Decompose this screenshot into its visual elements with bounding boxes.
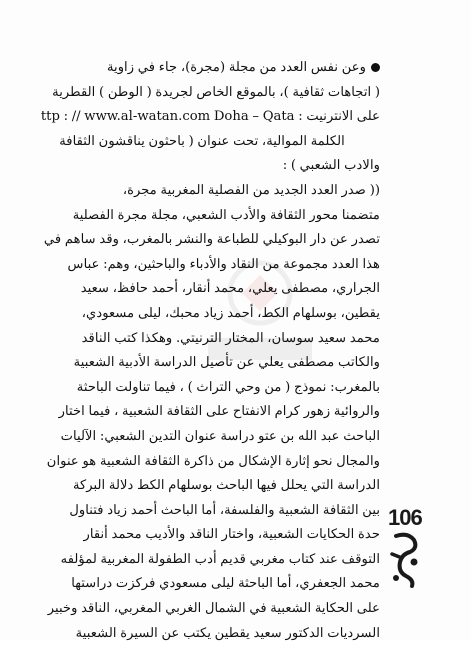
article-line: على الحكاية الشعبية في الشمال الغربي المغربي، الناقد وخبير — [47, 601, 380, 617]
article-line: حدة الحكايات الشعبية، واختار الناقد والأديب محمد أنقار — [83, 527, 380, 543]
article-line: الباحث عبد الله بن عتو دراسة عنوان التدين الشعبي: الآليات — [60, 428, 380, 444]
article-line: ( اتجاهات ثقافية )، بالموقع الخاص لجريدة ( الوطن ) القطرية — [52, 84, 380, 100]
article-line: محمد سعيد سوسان، المختار الترنيتي. وهكذا كتب الناقد — [81, 330, 380, 346]
page-number: 106 — [388, 505, 422, 530]
article-line: التوقف عند كتاب مغربي قديم أدب الطفولة المغربية لمؤلفه — [60, 551, 380, 567]
article-line: بين الثقافة الشعبية والفلسفة، أما الباحث أحمد زياد فتناول — [69, 502, 380, 518]
article-line: تصدر عن دار البوكيلي للطباعة والنشر بالمغرب، وقد ساهم في — [43, 232, 380, 248]
article-line: متضمنا محور الثقافة والأدب الشعبي، مجلة مجرة الفصلية — [72, 207, 380, 223]
article-line: والمجال نحو إثارة الإشكال من ذاكرة الثقافة الشعبية هو عنوان — [46, 453, 380, 469]
article-line: محمد الجعفري، أما الباحثة ليلى مسعودي فركزت دراستها — [71, 576, 380, 592]
article-line: وعن نفس العدد من مجلة (مجرة)، جاء في زاوية — [24, 56, 380, 81]
article-line: الدراسة التي يحلل فيها الباحث بوسلهام الكط دلالة البركة — [72, 478, 380, 494]
article-line: هذا العدد مجموعة من النقاد والأدباء والباحثين، وهم: عباس — [67, 256, 380, 272]
article-line: الجراري، مصطفى يعلي، محمد أنقار، أحمد حافظ، سعيد — [80, 281, 380, 297]
article-line: والروائية زهور كرام الانفتاح على الثقافة الشعبية ، فيما اختار — [58, 404, 380, 420]
article-line: يقطين، بوسلهام الكط، أحمد زياد محبك، ليلى مسعودي، — [81, 305, 380, 321]
article-body — [24, 56, 380, 646]
article-line: بالمغرب: نموذج ( من وحي التراث ) ، فيما تناولت الباحثة — [76, 379, 380, 395]
article-line: الكلمة الموالية، تحت عنوان ( باحثون يناقشون الثقافة — [59, 133, 345, 149]
article-line: (( صدر العدد الجديد من الفصلية المغربية مجرة، — [122, 182, 380, 198]
article-line: والادب الشعبي ) : — [282, 158, 380, 174]
magazine-logo-icon — [388, 532, 422, 588]
article-line: والكاتب مصطفى يعلي عن تأصيل الدراسة الأدبية الشعبية — [73, 355, 380, 371]
article-line: السرديات الدكتور سعيد يقطين يكتب عن السيرة الشعبية — [75, 625, 380, 641]
bullet-icon — [371, 63, 380, 72]
article-line: على الانترنيت : ttp : // www.al-watan.com Doha – Qata — [40, 109, 380, 125]
